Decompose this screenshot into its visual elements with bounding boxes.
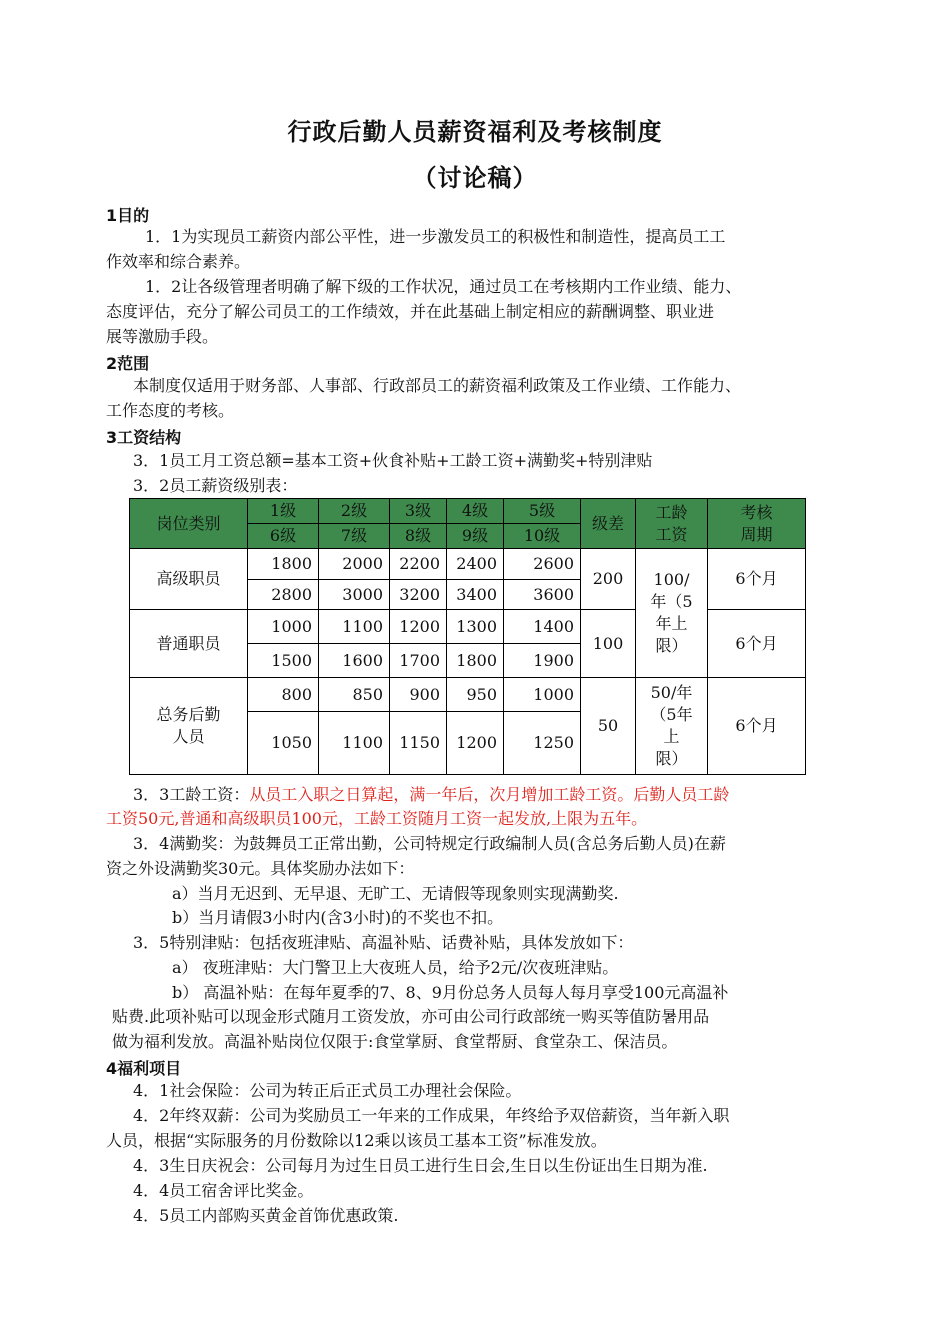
s3-item-4-sub-b: b）当月请假3小时内(含3小时)的不奖也不扣。 xyxy=(172,908,504,927)
salary-cell: 2800 xyxy=(248,580,319,610)
header-level: 9级 xyxy=(447,524,504,549)
salary-cell: 800 xyxy=(248,678,319,712)
document-title: 行政后勤人员薪资福利及考核制度 xyxy=(287,118,663,146)
salary-cell: 1400 xyxy=(504,610,581,644)
salary-cell: 2400 xyxy=(447,549,504,580)
header-level: 3级 xyxy=(390,499,447,524)
row-category: 普通职员 xyxy=(130,610,248,678)
salary-cell: 1200 xyxy=(447,712,504,775)
s2-paragraph-line-1: 本制度仅适用于财务部、人事部、行政部员工的薪资福利政策及工作业绩、工作能力、 xyxy=(133,376,742,395)
diff-cell: 100 xyxy=(581,610,636,678)
s2-paragraph-line-2: 工作态度的考核。 xyxy=(106,401,235,420)
s3-item-5-sub-b-line-1: b） 高温补贴：在每年夏季的7、8、9月份总务人员每人每月享受100元高温补 xyxy=(172,983,729,1002)
s3-item-4-line-1: 3．4满勤奖：为鼓舞员工正常出勤，公司特规定行政编制人员(含总务后勤人员)在薪 xyxy=(133,834,726,853)
section-4-heading: 4福利项目 xyxy=(106,1059,182,1078)
header-level: 2级 xyxy=(319,499,390,524)
salary-cell: 3400 xyxy=(447,580,504,610)
header-period: 考核 周期 xyxy=(708,499,806,549)
header-level: 10级 xyxy=(504,524,581,549)
salary-cell: 1700 xyxy=(390,644,447,678)
section-3-heading: 3工资结构 xyxy=(106,428,182,447)
salary-cell: 1100 xyxy=(319,712,390,775)
salary-cell: 1250 xyxy=(504,712,581,775)
header-level: 4级 xyxy=(447,499,504,524)
s1-paragraph-2-line-3: 展等激励手段。 xyxy=(106,327,219,346)
s3-item-3-label: 3．3工龄工资： xyxy=(133,785,250,804)
header-seniority: 工龄 工资 xyxy=(636,499,708,549)
s3-item-3-line-1 xyxy=(133,784,729,806)
s1-paragraph-2-line-2: 态度评估，充分了解公司员工的工作绩效，并在此基础上制定相应的薪酬调整、职业进 xyxy=(106,302,715,321)
salary-cell: 2000 xyxy=(319,549,390,580)
s1-paragraph-1-line-2: 作效率和综合素养。 xyxy=(106,252,251,271)
section-1-heading: 1目的 xyxy=(106,206,150,225)
s3-item-2: 3．2员工薪资级别表： xyxy=(133,476,298,495)
table-row xyxy=(130,678,806,712)
salary-cell: 900 xyxy=(390,678,447,712)
salary-grade-table xyxy=(129,498,806,775)
document-subtitle: （讨论稿） xyxy=(412,164,538,192)
s3-item-5-sub-b-line-3: 做为福利发放。高温补贴岗位仅限于:食堂掌厨、食堂帮厨、食堂杂工、保洁员。 xyxy=(112,1032,678,1051)
salary-cell: 1150 xyxy=(390,712,447,775)
salary-cell: 1300 xyxy=(447,610,504,644)
salary-cell: 1200 xyxy=(390,610,447,644)
section-2-heading: 2范围 xyxy=(106,354,150,373)
s4-item-4: 4．4员工宿舍评比奖金。 xyxy=(133,1181,314,1200)
header-level: 8级 xyxy=(390,524,447,549)
salary-cell: 3200 xyxy=(390,580,447,610)
s3-item-5: 3．5特别津贴：包括夜班津贴、高温补贴、话费补贴，具体发放如下： xyxy=(133,933,634,952)
salary-cell: 3000 xyxy=(319,580,390,610)
header-category: 岗位类别 xyxy=(130,499,248,549)
s3-item-4-sub-a: a）当月无迟到、无早退、无旷工、无请假等现象则实现满勤奖. xyxy=(172,884,619,903)
salary-cell: 2600 xyxy=(504,549,581,580)
s4-item-3: 4．3生日庆祝会：公司每月为过生日员工进行生日会,生日以生份证出生日期为准. xyxy=(133,1156,708,1175)
salary-cell: 1800 xyxy=(248,549,319,580)
table-header-row-1 xyxy=(130,499,806,524)
header-diff: 级差 xyxy=(581,499,636,549)
s4-item-1: 4．1社会保险：公司为转正后正式员工办理社会保险。 xyxy=(133,1081,522,1100)
header-level: 1级 xyxy=(248,499,319,524)
salary-cell: 1050 xyxy=(248,712,319,775)
salary-cell: 1500 xyxy=(248,644,319,678)
s3-item-5-sub-b-line-2: 贴费.此项补贴可以现金形式随月工资发放，亦可由公司行政部统一购买等值防暑用品 xyxy=(112,1007,710,1026)
s3-item-3-highlight: 从员工入职之日算起，满一年后，次月增加工龄工资。后勤人员工龄 xyxy=(249,785,730,804)
header-level: 6级 xyxy=(248,524,319,549)
s4-item-5: 4．5员工内部购买黄金首饰优惠政策. xyxy=(133,1206,399,1225)
period-cell: 6个月 xyxy=(708,549,806,610)
s4-item-2-line-2: 人员，根据“实际服务的月份数除以12乘以该员工基本工资”标准发放。 xyxy=(106,1131,607,1150)
row-category: 高级职员 xyxy=(130,549,248,610)
period-cell: 6个月 xyxy=(708,678,806,775)
s3-item-1: 3．1员工月工资总额=基本工资+伙食补贴+工龄工资+满勤奖+特别津贴 xyxy=(133,451,653,470)
salary-cell: 1000 xyxy=(248,610,319,644)
salary-cell: 1800 xyxy=(447,644,504,678)
s3-item-5-sub-a: a） 夜班津贴：大门警卫上大夜班人员，给予2元/次夜班津贴。 xyxy=(172,958,619,977)
s3-item-4-line-2: 资之外设满勤奖30元。具体奖励办法如下： xyxy=(106,859,415,878)
salary-cell: 1600 xyxy=(319,644,390,678)
header-level: 5级 xyxy=(504,499,581,524)
diff-cell: 50 xyxy=(581,678,636,775)
salary-cell: 850 xyxy=(319,678,390,712)
row-category: 总务后勤 人员 xyxy=(130,678,248,775)
salary-cell: 3600 xyxy=(504,580,581,610)
salary-cell: 1100 xyxy=(319,610,390,644)
seniority-cell: 50/年 （5年 上 限） xyxy=(636,678,708,775)
diff-cell: 200 xyxy=(581,549,636,610)
seniority-cell: 100/ 年（5 年上 限） xyxy=(636,549,708,678)
s1-paragraph-1-line-1: 1．1为实现员工薪资内部公平性，进一步激发员工的积极性和制造性，提高员工工 xyxy=(145,227,726,246)
salary-cell: 1900 xyxy=(504,644,581,678)
s3-item-3-line-2: 工资50元,普通和高级职员100元，工龄工资随月工资一起发放,上限为五年。 xyxy=(106,809,648,828)
table-row xyxy=(130,549,806,580)
s4-item-2-line-1: 4．2年终双薪：公司为奖励员工一年来的工作成果，年终给予双倍薪资，当年新入职 xyxy=(133,1106,730,1125)
salary-cell: 1000 xyxy=(504,678,581,712)
period-cell: 6个月 xyxy=(708,610,806,678)
salary-cell: 2200 xyxy=(390,549,447,580)
s1-paragraph-2-line-1: 1．2让各级管理者明确了解下级的工作状况，通过员工在考核期内工作业绩、能力、 xyxy=(145,277,742,296)
salary-cell: 950 xyxy=(447,678,504,712)
header-level: 7级 xyxy=(319,524,390,549)
